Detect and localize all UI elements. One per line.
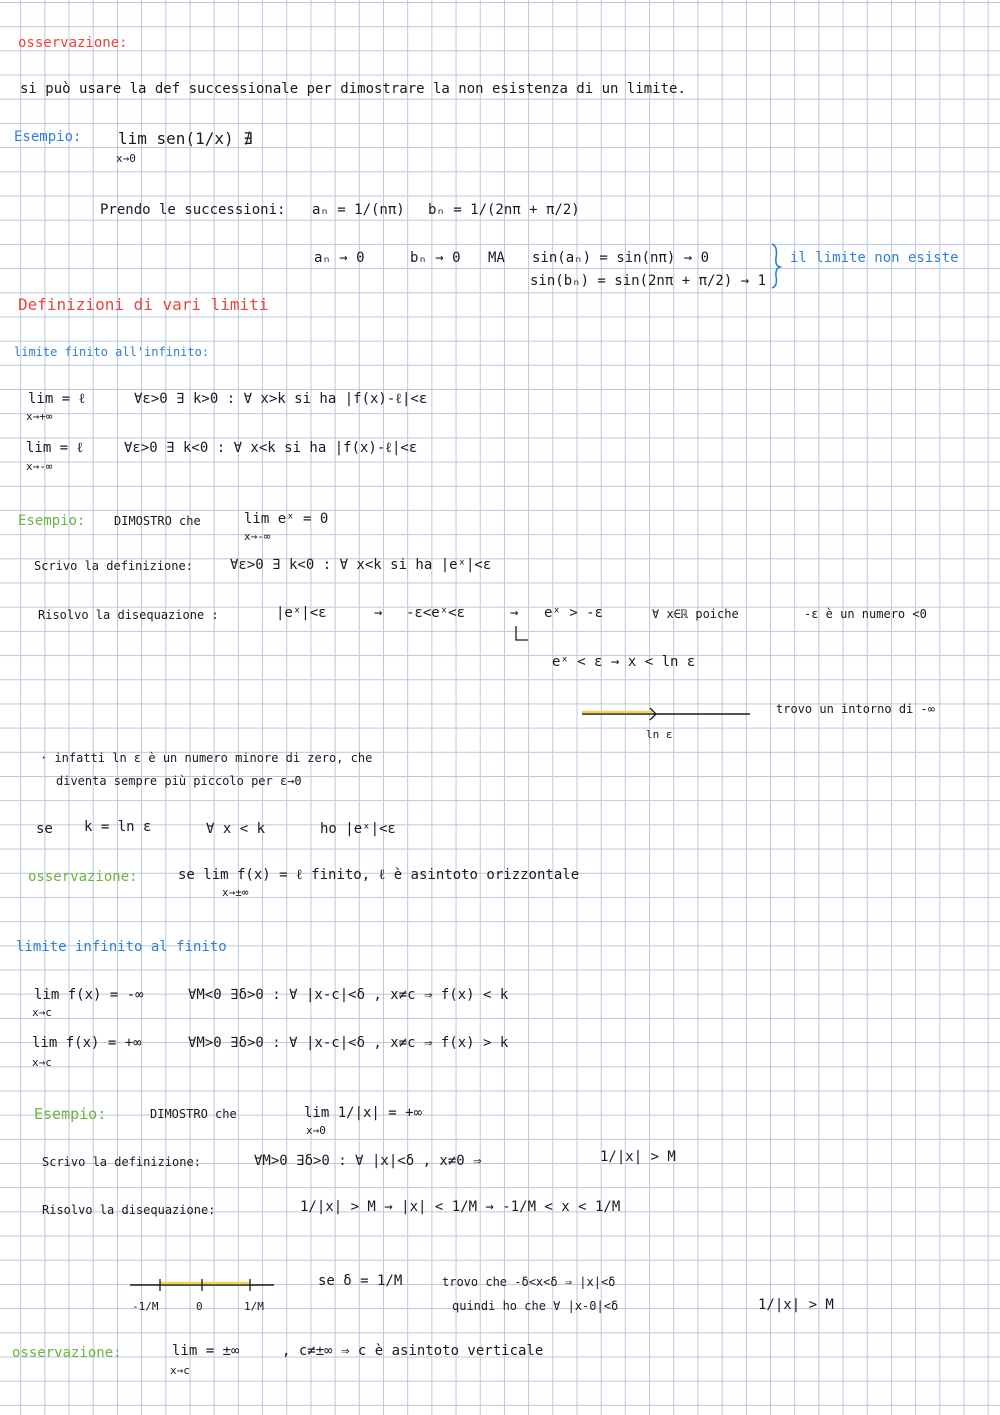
- quindi-res: 1/|x| > M: [758, 1297, 834, 1313]
- limite-non-esiste: il limite non esiste: [790, 250, 959, 266]
- lim-minus-inf-c-sub: x→c: [32, 1006, 52, 1019]
- ln-eps-label: ln ε: [646, 728, 673, 741]
- forall-x-lt-k: ∀ x < k: [206, 821, 266, 837]
- quindi-ho: quindi ho che ∀ |x-0|<δ: [452, 1299, 619, 1313]
- bn-limit: bₙ → 0: [410, 250, 461, 266]
- risolvo-text-1: Risolvo la disequazione :: [38, 608, 219, 622]
- arrow-2: →: [510, 605, 519, 621]
- lim-minus-inf-sub: x→-∞: [26, 460, 53, 473]
- axis-label-left: -1/M: [132, 1300, 159, 1313]
- lim-inv-abs: lim 1/|x| = +∞: [304, 1105, 423, 1121]
- lim-sen-subscript: x→0: [116, 152, 136, 165]
- lim-plus-inf-c: lim f(x) = +∞: [32, 1035, 142, 1051]
- lim-inv-abs-sub: x→0: [306, 1124, 326, 1137]
- esempio-label-1: Esempio:: [14, 129, 82, 145]
- trovo-intorno: trovo un intorno di -∞: [776, 702, 935, 716]
- an-limit: aₙ → 0: [314, 250, 365, 266]
- def-plus-inf-c: ∀M>0 ∃δ>0 : ∀ |x-c|<δ , x≠c ⇒ f(x) > k: [188, 1035, 509, 1051]
- osservazione-heading-2: osservazione:: [28, 869, 138, 885]
- trovo-che: trovo che -δ<x<δ ⇒ |x|<δ: [442, 1275, 616, 1289]
- se-text: se: [36, 821, 53, 837]
- scrivo-text-1: Scrivo la definizione:: [34, 559, 193, 573]
- forall-r: ∀ x∈ℝ poiche: [652, 607, 739, 621]
- scrivo-def-2: ∀M>0 ∃δ>0 : ∀ |x|<δ , x≠0 ⇒: [254, 1153, 482, 1169]
- lim-minus-inf-c: lim f(x) = -∞: [34, 987, 144, 1003]
- ineq-lt: eˣ < ε → x < ln ε: [552, 654, 696, 670]
- osservazione-heading-1: osservazione:: [18, 35, 128, 51]
- oss-asintoto-verticale: , c≠±∞ ⇒ c è asintoto verticale: [282, 1343, 544, 1359]
- def-minus-inf: ∀ε>0 ∃ k<0 : ∀ x<k si ha |f(x)-ℓ|<ε: [124, 440, 418, 456]
- infatti-line-1: · infatti ln ε è un numero minore di zero, che: [40, 751, 373, 765]
- scrivo-res-2: 1/|x| > M: [600, 1149, 676, 1165]
- dimostro-text-2: DIMOSTRO che: [150, 1107, 237, 1121]
- lim-sen-expression: lim sen(1/x) ∄: [118, 129, 253, 148]
- def-plus-inf: ∀ε>0 ∃ k>0 : ∀ x>k si ha |f(x)-ℓ|<ε: [134, 391, 428, 407]
- intro-line: si può usare la def successionale per dimostrare la non esistenza di un limite.: [20, 81, 686, 97]
- esempio-label-2: Esempio:: [18, 513, 86, 529]
- sequence-an: aₙ = 1/(nπ): [312, 202, 405, 218]
- oss-sub-1: x→±∞: [222, 886, 249, 899]
- scrivo-def-1: ∀ε>0 ∃ k<0 : ∀ x<k si ha |eˣ|<ε: [230, 557, 492, 573]
- risolvo-text-2: Risolvo la disequazione:: [42, 1203, 216, 1217]
- ineq-gt: eˣ > -ε: [544, 605, 604, 621]
- oss-sub-2: x→c: [170, 1364, 190, 1377]
- ineq-abs: |eˣ|<ε: [276, 605, 327, 621]
- lim-exp-sub: x→-∞: [244, 530, 271, 543]
- k-eq-ln: k = ln ε: [84, 819, 152, 835]
- dimostro-text-1: DIMOSTRO che: [114, 514, 201, 528]
- oss-asintoto-orizzontale: se lim f(x) = ℓ finito, ℓ è asintoto orizzontale: [178, 867, 580, 883]
- lim-plus-inf-c-sub: x→c: [32, 1056, 52, 1069]
- lim-exp: lim eˣ = 0: [244, 511, 329, 527]
- sin-bn: sin(bₙ) = sin(2nπ + π/2) → 1: [530, 273, 767, 289]
- osservazione-heading-3: osservazione:: [12, 1345, 122, 1361]
- ineq-range: -ε<eˣ<ε: [406, 605, 466, 621]
- lim-plus-inf-sub: x→+∞: [26, 410, 53, 423]
- axis-label-zero: 0: [196, 1300, 203, 1313]
- ho-exp: ho |eˣ|<ε: [320, 821, 396, 837]
- definizioni-title: Definizioni di vari limiti: [18, 295, 269, 314]
- limite-infinito-title: limite infinito al finito: [16, 939, 227, 955]
- infatti-line-2: diventa sempre più piccolo per ε→0: [56, 774, 302, 788]
- axis-label-right: 1/M: [244, 1300, 264, 1313]
- arrow-1: →: [374, 605, 383, 621]
- prendo-text: Prendo le successioni:: [100, 202, 286, 218]
- def-minus-inf-c: ∀M<0 ∃δ>0 : ∀ |x-c|<δ , x≠c ⇒ f(x) < k: [188, 987, 509, 1003]
- down-arrow-hook: [516, 626, 528, 640]
- oss-lim-2: lim = ±∞: [172, 1343, 240, 1359]
- neg-eps-note: -ε è un numero <0: [804, 607, 927, 621]
- scrivo-text-2: Scrivo la definizione:: [42, 1155, 201, 1169]
- risolvo-eq-2: 1/|x| > M → |x| < 1/M → -1/M < x < 1/M: [300, 1199, 621, 1215]
- limite-finito-subtitle: limite finito all'infinito:: [14, 345, 210, 359]
- sequence-bn: bₙ = 1/(2nπ + π/2): [428, 202, 580, 218]
- ma-text: MA: [488, 250, 505, 266]
- brace-curly: [772, 244, 780, 288]
- esempio-label-3: Esempio:: [34, 1105, 107, 1123]
- lim-plus-inf: lim = ℓ: [28, 391, 86, 407]
- sin-an: sin(aₙ) = sin(nπ) → 0: [532, 250, 710, 266]
- lim-minus-inf: lim = ℓ: [26, 440, 84, 456]
- se-delta: se δ = 1/M: [318, 1273, 403, 1289]
